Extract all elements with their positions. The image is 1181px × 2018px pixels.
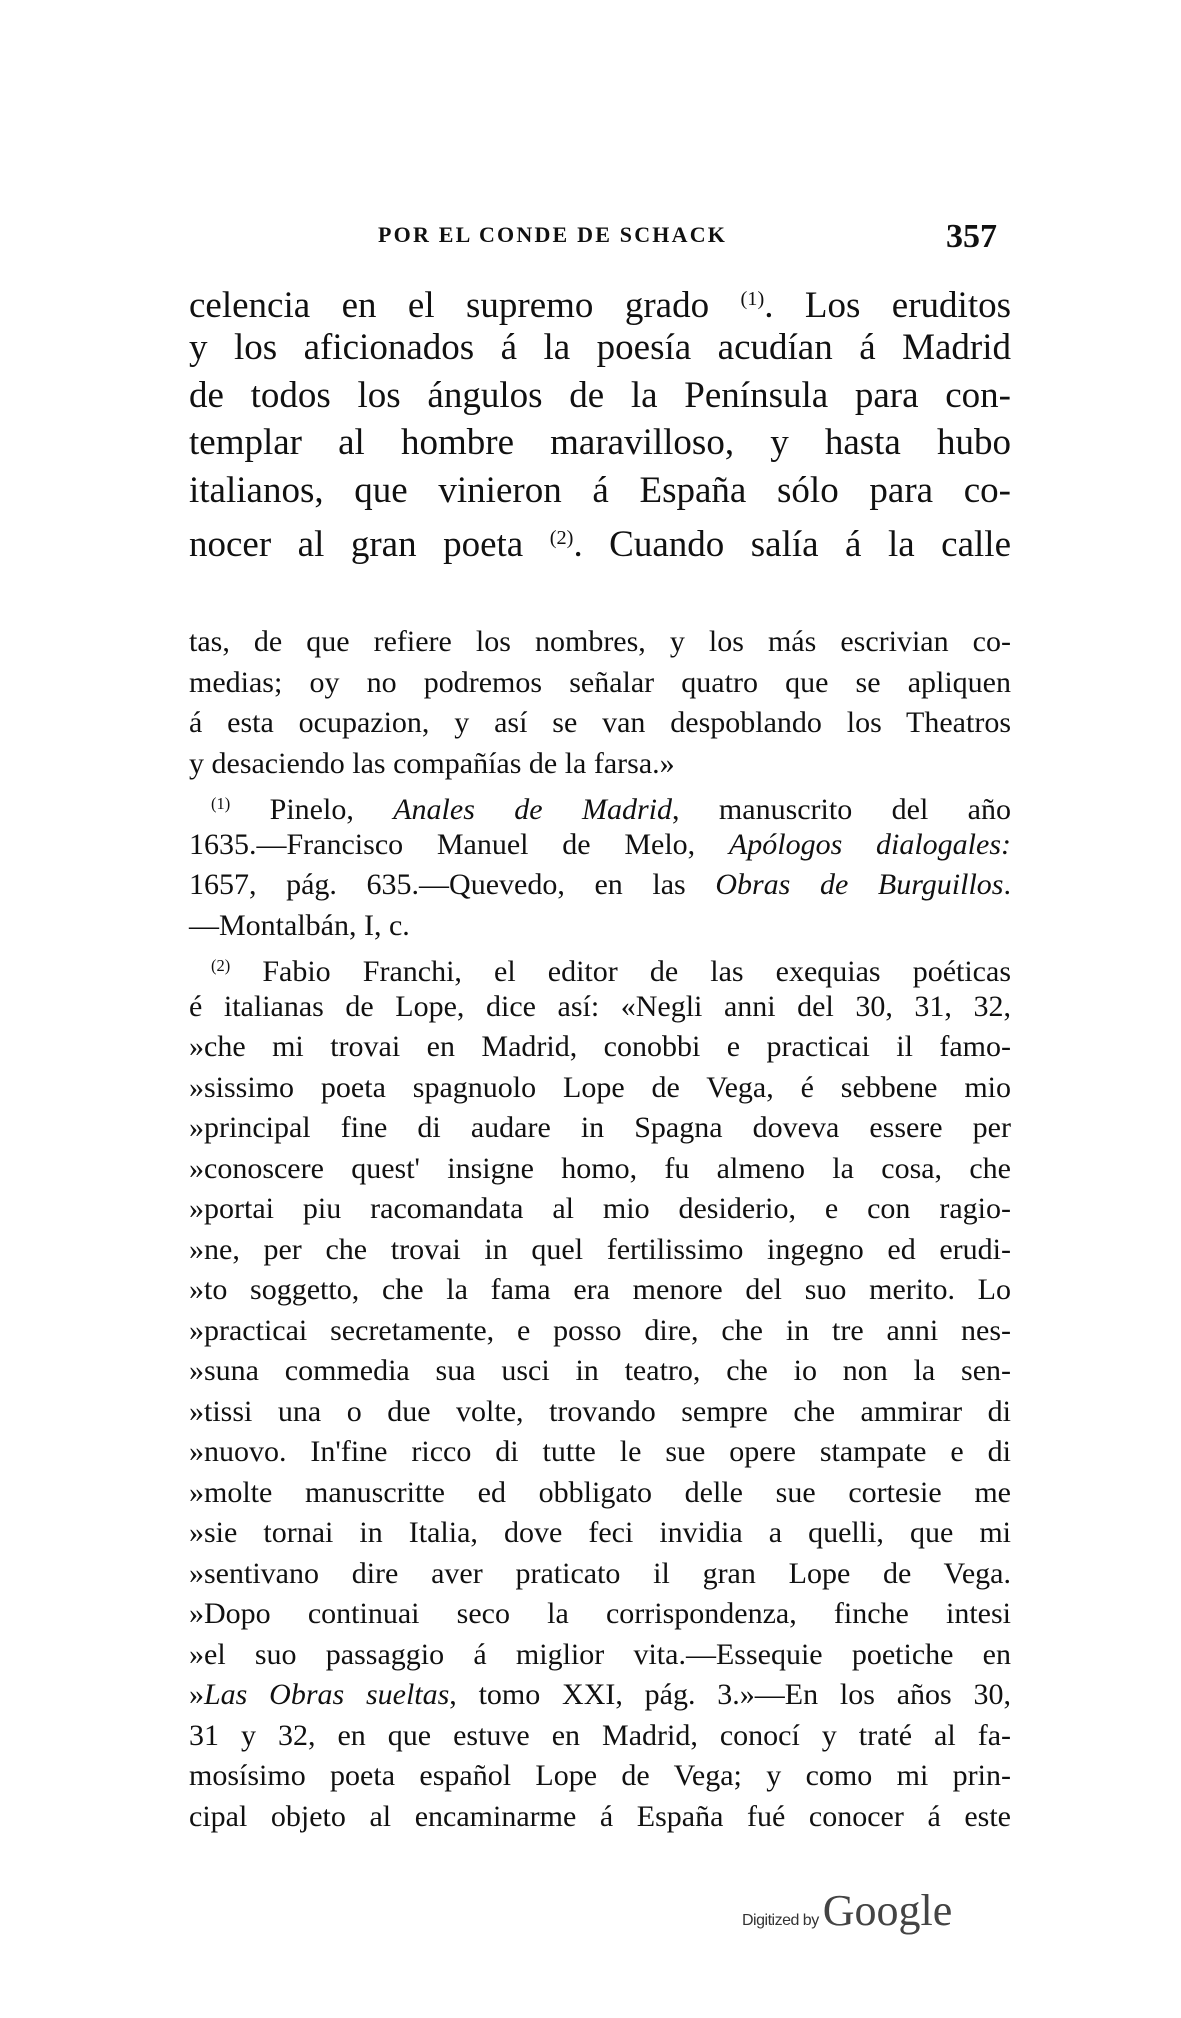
text-run: y los aficionados á la poesía acudían á Madrid	[189, 326, 1011, 368]
footnote-marker: (2)	[211, 956, 231, 975]
footnote-line	[189, 1108, 1011, 1149]
footnote-line	[189, 906, 1011, 947]
text-run: »che mi trovai en Madrid, conobbi e practicai il famo-	[189, 1030, 1011, 1063]
text-run: á esta ocupazion, y así se van despoblando los Theatros	[189, 706, 1011, 739]
page-number: 357	[946, 218, 997, 255]
footnote-line	[189, 1351, 1011, 1392]
footnote-line	[189, 744, 1011, 785]
footnote-marker: (1)	[211, 794, 231, 813]
text-run: 1635.—Francisco Manuel de Melo,	[189, 827, 729, 861]
footnote-line	[189, 622, 1011, 663]
footnote-line	[189, 1675, 1011, 1716]
footnote-line	[189, 865, 1011, 906]
footnote-line	[189, 784, 1011, 825]
text-run: , manuscrito del año	[672, 792, 1011, 826]
text-run: mosísimo poeta español Lope de Vega; y como mi prin-	[189, 1759, 1011, 1792]
text-run: »principal fine di audare in Spagna doveva essere per	[189, 1111, 1011, 1144]
footnote-line	[189, 1554, 1011, 1595]
footnote-line	[189, 703, 1011, 744]
text-run: . Los eruditos	[764, 285, 1011, 327]
text-run: nocer al gran poeta	[189, 524, 550, 566]
text-line	[189, 324, 1011, 372]
italic-title: Anales de Madrid	[393, 792, 673, 826]
footnote-line	[189, 1311, 1011, 1352]
footnote-line	[189, 946, 1011, 987]
footnote-line	[189, 1473, 1011, 1514]
footnote-line	[189, 1797, 1011, 1838]
text-line	[189, 276, 1011, 327]
text-run: 31 y 32, en que estuve en Madrid, conocí y traté al fa-	[189, 1718, 1011, 1752]
italic-title: Obras de Burguillos	[715, 868, 1004, 901]
running-head: POR EL CONDE DE SCHACK	[378, 222, 728, 247]
text-line	[189, 467, 1011, 515]
text-run: cipal objeto al encaminarme á España fué conocer á este	[189, 1799, 1011, 1833]
footnote-line	[189, 1149, 1011, 1190]
footnote-line	[189, 1513, 1011, 1554]
text-run: »portai piu racomandata al mio desiderio, e con ragio-	[189, 1192, 1011, 1225]
footnote-marker: (2)	[549, 526, 574, 549]
text-run: »practicai secretamente, e posso dire, che in tre anni nes-	[189, 1313, 1011, 1347]
footnote-line	[189, 1027, 1011, 1068]
text-run: y desaciendo las compañías de la farsa.»	[189, 746, 675, 780]
text-run: medias; oy no podremos señalar quatro que se apliquen	[189, 665, 1011, 699]
text-run: italianos, que vinieron á España sólo para co-	[189, 470, 1011, 512]
text-run: »to soggetto, che la fama era menore del suo merito. Lo	[189, 1273, 1011, 1306]
text-line	[189, 419, 1011, 467]
footnote-line	[189, 1716, 1011, 1757]
footnote-line	[189, 1594, 1011, 1635]
text-run: , tomo XXI, pág. 3.»—En los años 30,	[449, 1678, 1011, 1711]
digitized-by-label: Digitized by	[742, 1912, 819, 1929]
text-line	[189, 372, 1011, 420]
text-line	[189, 515, 1011, 566]
footnote-line	[189, 1392, 1011, 1433]
text-run: .	[1003, 868, 1011, 901]
footnote-line	[189, 1189, 1011, 1230]
text-run: Fabio Franchi, el editor de las exequias poéticas	[230, 954, 1011, 988]
text-run: —Montalbán, I, c.	[189, 908, 410, 942]
text-run: »sie tornai in Italia, dove feci invidia a quelli, que mi	[189, 1516, 1011, 1549]
main-text	[189, 276, 1011, 566]
footnotes	[189, 622, 1011, 1837]
text-run: »molte manuscritte ed obbligato delle sue cortesie me	[189, 1475, 1011, 1509]
footnote-line	[189, 1270, 1011, 1311]
footnote-marker: (1)	[740, 288, 765, 310]
footnote-line	[189, 1432, 1011, 1473]
text-run: . Cuando salía á la calle	[573, 524, 1011, 566]
text-run: 1657, pág. 635.—Quevedo, en las	[189, 868, 716, 901]
text-run: »ne, per che trovai in quel fertilissimo ingegno ed erudi-	[189, 1232, 1011, 1266]
text-run: »	[189, 1678, 204, 1711]
text-run: »suna commedia sua usci in teatro, che io non la sen-	[189, 1354, 1011, 1387]
google-logo: Google	[822, 1886, 953, 1935]
text-run: é italianas de Lope, dice así: «Negli anni del 30, 31, 32,	[189, 989, 1011, 1023]
text-run: »nuovo. In'fine ricco di tutte le sue opere stampate e di	[189, 1435, 1011, 1468]
text-run: »Dopo continuai seco la corrispondenza, finche intesi	[189, 1597, 1011, 1630]
text-run: tas, de que refiere los nombres, y los más escrivian co-	[189, 625, 1011, 658]
footnote-line	[189, 987, 1011, 1028]
footnote-line	[189, 663, 1011, 704]
text-run: »el suo passaggio á miglior vita.—Essequie poetiche en	[189, 1637, 1011, 1671]
text-run: »conoscere quest' insigne homo, fu almeno la cosa, che	[189, 1151, 1011, 1185]
footnote-line	[189, 1756, 1011, 1797]
text-run: »tissi una o due volte, trovando sempre che ammirar di	[189, 1394, 1011, 1428]
text-run: Pinelo,	[230, 792, 394, 826]
footnote-line	[189, 1230, 1011, 1271]
italic-title: Las Obras sueltas	[204, 1678, 450, 1711]
italic-title: Apólogos dialogales:	[728, 827, 1011, 861]
footnote-line	[189, 1635, 1011, 1676]
footnote-line	[189, 825, 1011, 866]
google-watermark	[742, 1885, 952, 1936]
text-run: »sentivano dire aver praticato il gran Lope de Vega.	[189, 1556, 1011, 1590]
text-run: »sissimo poeta spagnuolo Lope de Vega, é sebbene mio	[189, 1070, 1011, 1104]
footnote-line	[189, 1068, 1011, 1109]
text-run: de todos los ángulos de la Península para con-	[189, 374, 1011, 416]
text-run: templar al hombre maravilloso, y hasta hubo	[189, 422, 1011, 464]
text-run: celencia en el supremo grado	[189, 285, 741, 327]
